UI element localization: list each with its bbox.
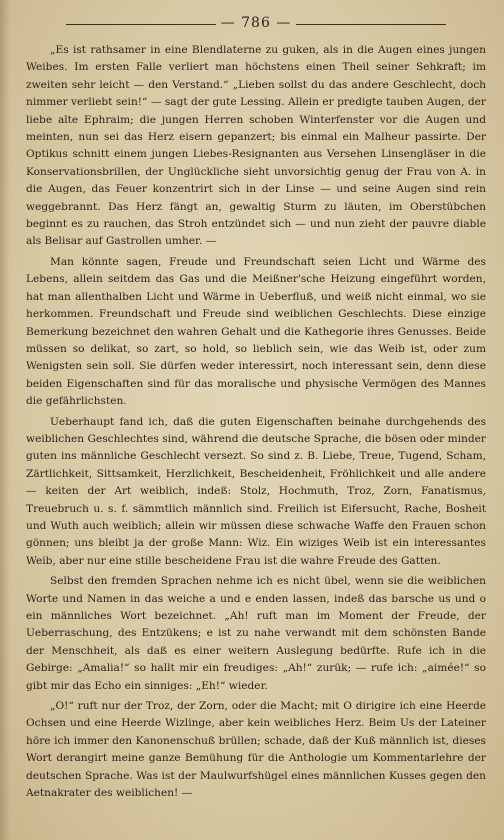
page-number: — 786 — <box>220 15 292 31</box>
paragraph-4: Selbst den fremden Sprachen nehme ich es nicht übel, wenn sie die weiblichen Worte und Namen in das weiche a und e enden lassen, indeß das barsche us und o ein männliches Wort bezeichnet. „Ah! ruft man im Moment der Freude, der Ueberraschung, des Entzükens; e ist zu nahe verwandt mit dem schönsten Bande der Menschheit, als daß es einer weitern Auslegung bedürfte. Rufe ich in die Gebirge: „Amalia!“ so hallt mir ein freudiges: „Ah!“ zurük; — rufe ich: „aimée!“ so gibt mir das Echo ein sinniges: „Eh!“ wieder. <box>26 575 486 692</box>
header-rule-left <box>66 24 216 25</box>
page-header <box>26 12 486 34</box>
paragraph-2: Man könnte sagen, Freude und Freundschaft seien Licht und Wärme des Lebens, allein seitdem das Gas und die Meißner'sche Heizung eingeführt worden, hat man allenthalben Licht und Wärme in Ueberfluß, und weiß nicht einmal, wo sie herkommen. Freundschaft und Freude sind weiblichen Geschlechts. Diese einzige Bemerkung bezeichnet den wahren Gehalt und die Kathegorie ihres Genusses. Beide müssen so delikat, so zart, so hold, so lieblich sein, wie das Weib ist, oder zum Wenigsten sein soll. Sie dürfen weder interessirt, noch interessant sein, denn diese beiden Eigenschaften sind für das moralische und physische Vermögen des Mannes die gefährlichsten. <box>26 255 486 408</box>
header-rule-right <box>296 24 446 25</box>
body-text <box>26 42 486 802</box>
page-fold-shadow <box>0 0 10 840</box>
paragraph-1: „Es ist rathsamer in eine Blendlaterne zu guken, als in die Augen eines jungen Weibes. Im ersten Falle verliert man höchstens einen Theil seiner Sehkraft; im zweiten sehr leicht — den Verstand.“ „Lieben sollst du das andere Geschlecht, doch nimmer verliebt sein!“ — sagt der gute Lessing. Allein er predigte tauben Augen, der liebe alte Ephraim; die jungen Herren schoben Winterfenster vor die Augen und meinten, nun sei das Herz eisern gepanzert; bis einmal ein Malheur passirte. Der Optikus schnitt einem jungen Liebes-Resignanten aus Versehen Linsengläser in die Konservationsbrillen, der Unglückliche sieht unvorsichtig genug der Frau von A. in die Augen, das Feuer konzentrirt sich in der Linse — und seine Augen sind rein weggebrannt. Das Herz fängt an, gewaltig Sturm zu läuten, im Oberstübchen beginnt es zu rauchen, das Stroh entzündet sich — und nun zieht der pauvre diable als Belisar auf Gastrollen umher. — <box>26 44 486 248</box>
paragraph-3: Ueberhaupt fand ich, daß die guten Eigenschaften beinahe durchgehends des weiblichen Geschlechtes sind, während die deutsche Sprache, die bösen oder minder guten ins männliche Geschlecht versezt. So sind z. B. Liebe, Treue, Tugend, Scham, Zärtlichkeit, Sittsamkeit, Herzlichkeit, Bescheidenheit, Fröhlichkeit und alle andere — keiten der Art weiblich, indeß: Stolz, Hochmuth, Troz, Zorn, Fanatismus, Treuebruch u. s. f. sämmtlich männlich sind. Freilich ist Eifersucht, Rache, Bosheit und Wuth auch weiblich; allein wir müssen diese schwache Waffe den Frauen schon gönnen; uns bleibt ja der große Mann: Wiz. Ein wiziges Weib ist ein interessantes Weib, aber nur eine stille bescheidene Frau ist die wahre Freude des Gatten. <box>26 415 486 567</box>
paragraph-5: „O!“ ruft nur der Troz, der Zorn, oder die Macht; mit O dirigire ich eine Heerde Ochsen und eine Heerde Wizlinge, aber kein weibliches Herz. Beim Us der Lateiner höre ich immer den Kanonenschuß brüllen; schade, daß der Kuß männlich ist, dieses Wort derangirt meine ganze Bemühung für die Anthologie um Kommentarlehre der deutschen Sprache. Was ist der Maulwurfshügel eines männlichen Kusses gegen den Aetnakrater des weiblichen! — <box>26 700 486 800</box>
